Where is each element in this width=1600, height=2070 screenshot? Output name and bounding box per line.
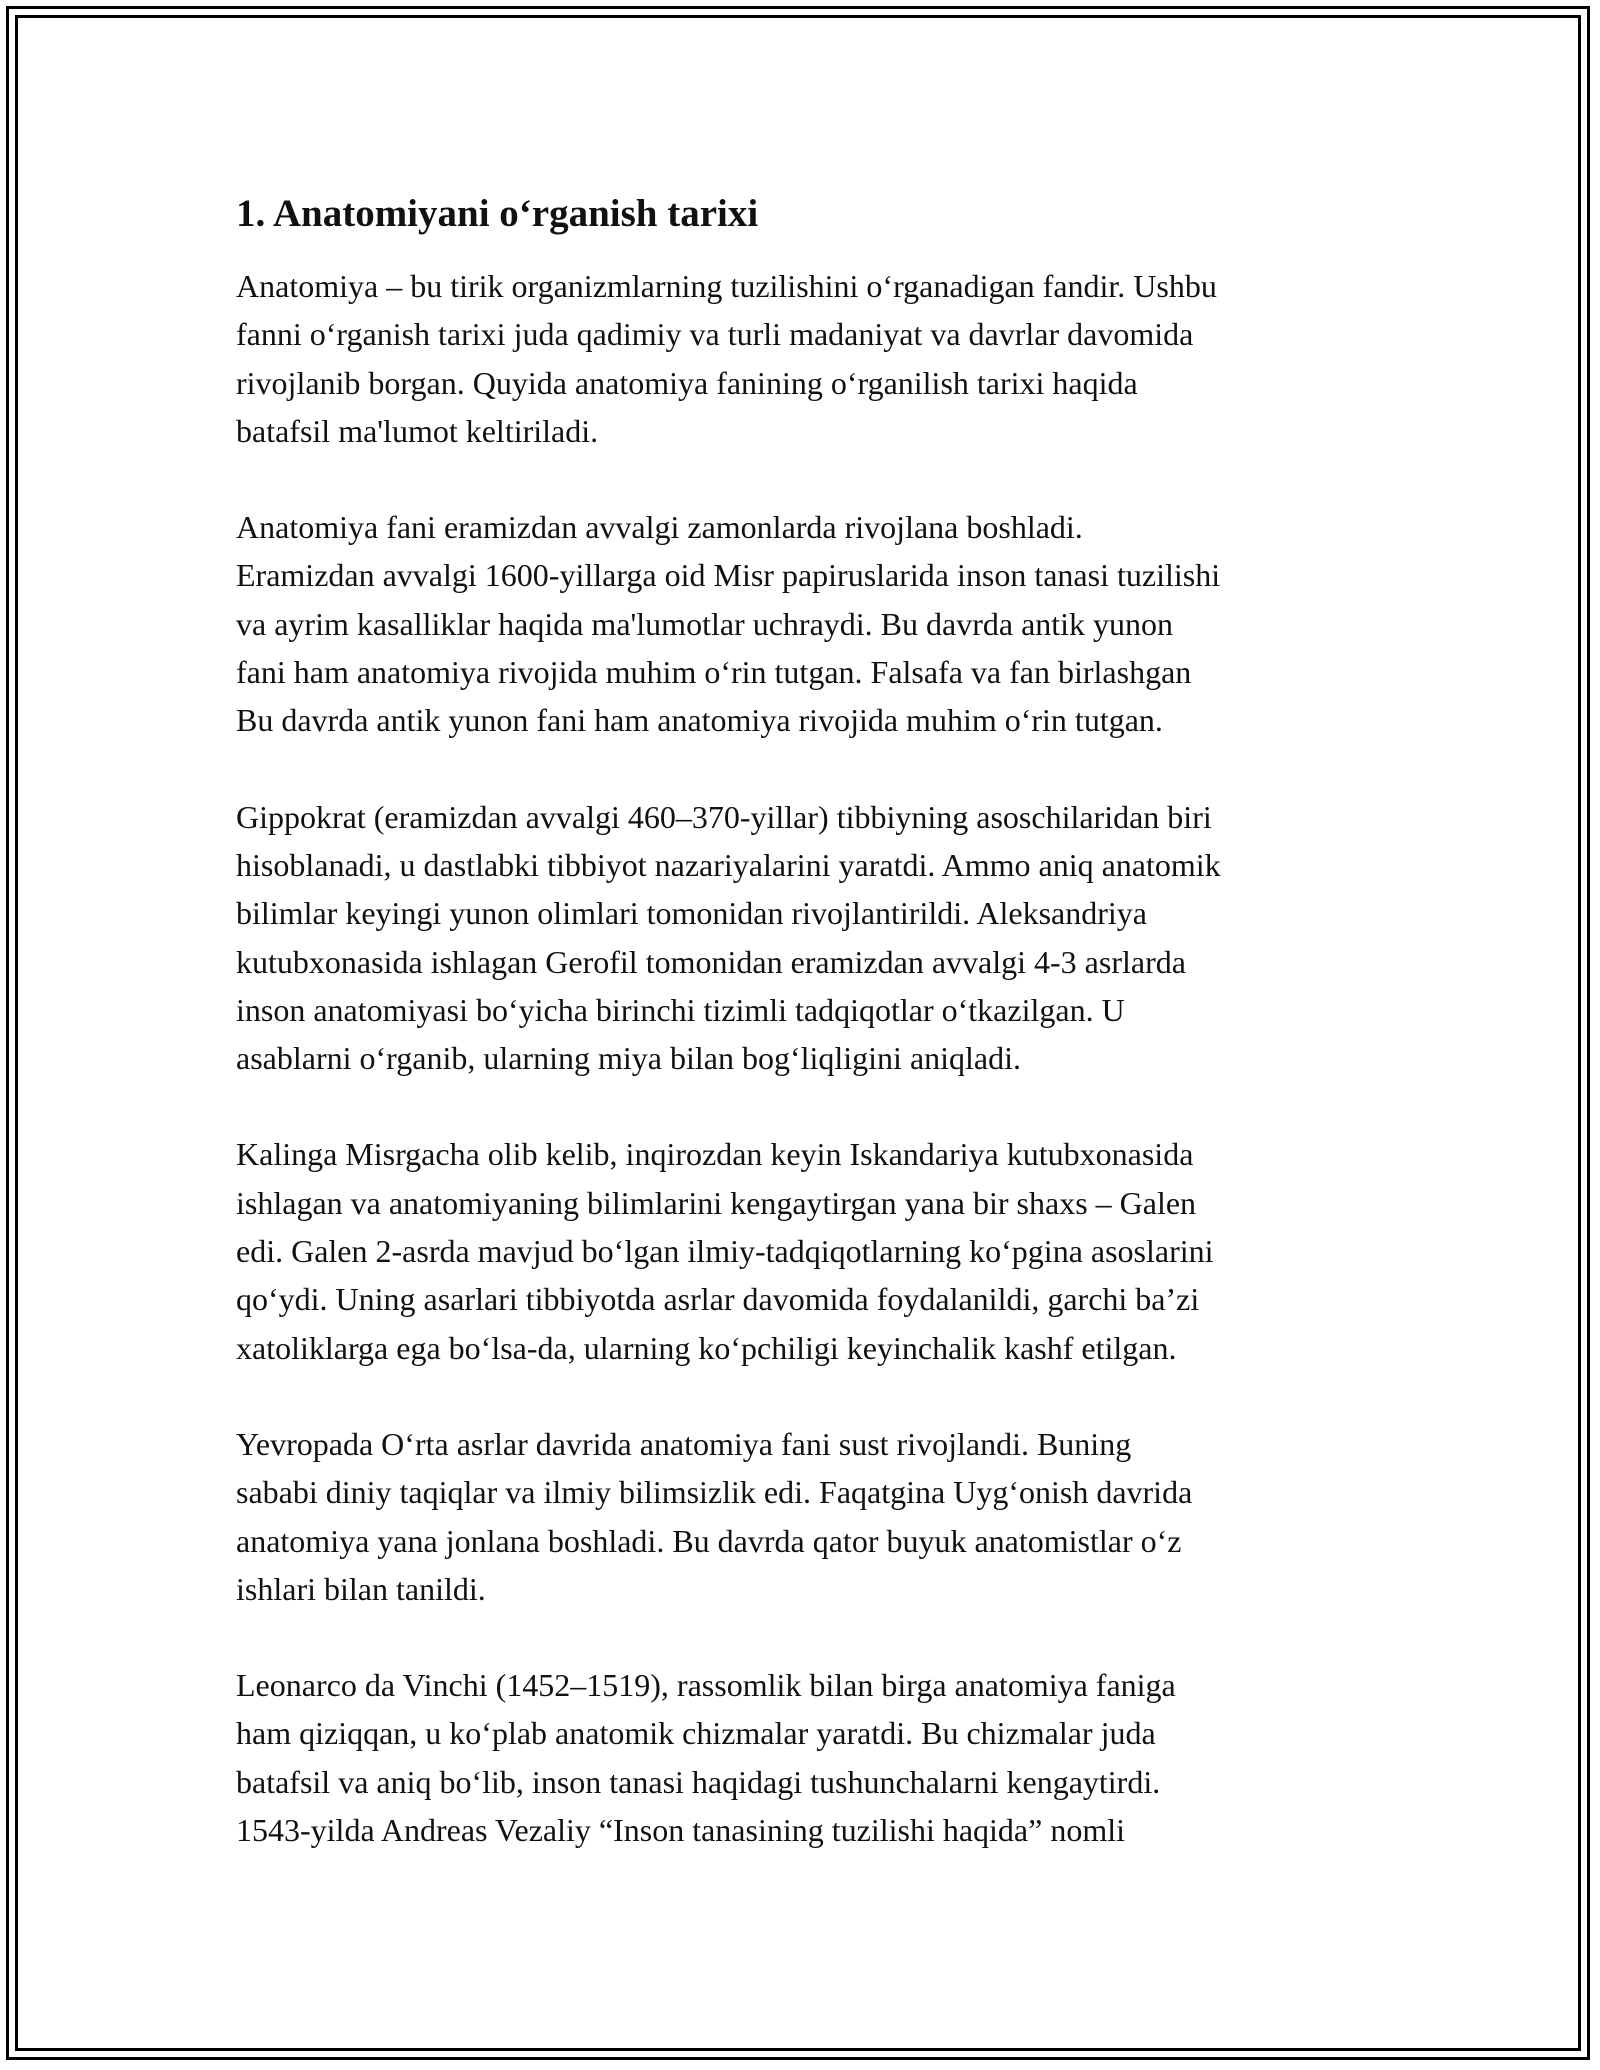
text-line: Eramizdan avvalgi 1600-yillarga oid Misr papiruslarida inson tanasi tuzilishi: [236, 557, 1221, 594]
text-line: ishlagan va anatomiyaning bilimlarini kengaytirgan yana bir shaxs – Galen: [236, 1184, 1197, 1221]
paragraph-intro: [236, 262, 1376, 455]
text-line: inson anatomiyasi bo‘yicha birinchi tizimli tadqiqotlar o‘tkazilgan. U: [236, 991, 1125, 1028]
text-line: sababi diniy taqiqlar va ilmiy bilimsizlik edi. Faqatgina Uyg‘onish davrida: [236, 1474, 1193, 1511]
text-line: edi. Galen 2-asrda mavjud bo‘lgan ilmiy-tadqiqotlarning ko‘pgina asoslarini: [236, 1233, 1214, 1270]
text-line: va ayrim kasalliklar haqida ma'lumotlar uchraydi. Bu davrda antik yunon: [236, 605, 1174, 642]
text-line: Bu davrda antik yunon fani ham anatomiya rivojida muhim o‘rin tutgan.: [236, 702, 1163, 739]
text-line: kutubxonasida ishlagan Gerofil tomonidan eramizdan avvalgi 4-3 asrlarda: [236, 943, 1186, 980]
text-line: anatomiya yana jonlana boshladi. Bu davrda qator buyuk anatomistlar o‘z: [236, 1522, 1182, 1559]
text-line: qo‘ydi. Uning asarlari tibbiyotda asrlar davomida foydalanildi, garchi ba’zi: [236, 1281, 1200, 1318]
text-line: 1543-yilda Andreas Vezaliy “Inson tanasining tuzilishi haqida” nomli: [236, 1812, 1125, 1849]
text-line: fanni o‘rganish tarixi juda qadimiy va turli madaniyat va davrlar davomida: [236, 316, 1194, 353]
text-line: Leonarco da Vinchi (1452–1519), rassomlik bilan birga anatomiya faniga: [236, 1667, 1176, 1704]
document-body: [236, 186, 1376, 1902]
paragraph-galen: [236, 1130, 1376, 1371]
text-line: ham qiziqqan, u ko‘plab anatomik chizmalar yaratdi. Bu chizmalar juda: [236, 1715, 1156, 1752]
text-line: Anatomiya fani eramizdan avvalgi zamonlarda rivojlana boshladi.: [236, 509, 1083, 546]
text-line: batafsil ma'lumot keltiriladi.: [236, 412, 599, 449]
text-line: Gippokrat (eramizdan avvalgi 460–370-yillar) tibbiyning asoschilaridan biri: [236, 798, 1212, 835]
text-line: Kalinga Misrgacha olib kelib, inqirozdan keyin Iskandariya kutubxonasida: [236, 1136, 1194, 1173]
text-line: ishlari bilan tanildi.: [236, 1570, 486, 1607]
text-line: hisoblanadi, u dastlabki tibbiyot nazariyalarini yaratdi. Ammo aniq anatomik: [236, 846, 1221, 883]
text-line: Anatomiya – bu tirik organizmlarning tuzilishini o‘rganadigan fandir. Ushbu: [236, 268, 1217, 304]
text-line: xatoliklarga ega bo‘lsa-da, ularning ko‘pchiligi keyinchalik kashf etilgan.: [236, 1329, 1177, 1366]
text-line: batafsil va aniq bo‘lib, inson tanasi haqidagi tushunchalarni kengaytirdi.: [236, 1763, 1161, 1800]
text-line: rivojlanib borgan. Quyida anatomiya fanining o‘rganilish tarixi haqida: [236, 364, 1138, 401]
paragraph-middle-ages: [236, 1420, 1376, 1613]
text-line: bilimlar keyingi yunon olimlari tomonidan rivojlantirildi. Aleksandriya: [236, 895, 1147, 932]
paragraph-hippocrates: [236, 793, 1376, 1083]
text-line: Yevropada O‘rta asrlar davrida anatomiya fani sust rivojlandi. Buning: [236, 1425, 1132, 1462]
text-line: asablarni o‘rganib, ularning miya bilan bog‘liqligini aniqladi.: [236, 1040, 1022, 1077]
section-title: 1. Anatomiyani o‘rganish tarixi: [236, 192, 759, 235]
text-line: fani ham anatomiya rivojida muhim o‘rin tutgan. Falsafa va fan birlashgan: [236, 654, 1192, 691]
paragraph-renaissance: [236, 1661, 1376, 1854]
paragraph-ancient: [236, 503, 1376, 744]
